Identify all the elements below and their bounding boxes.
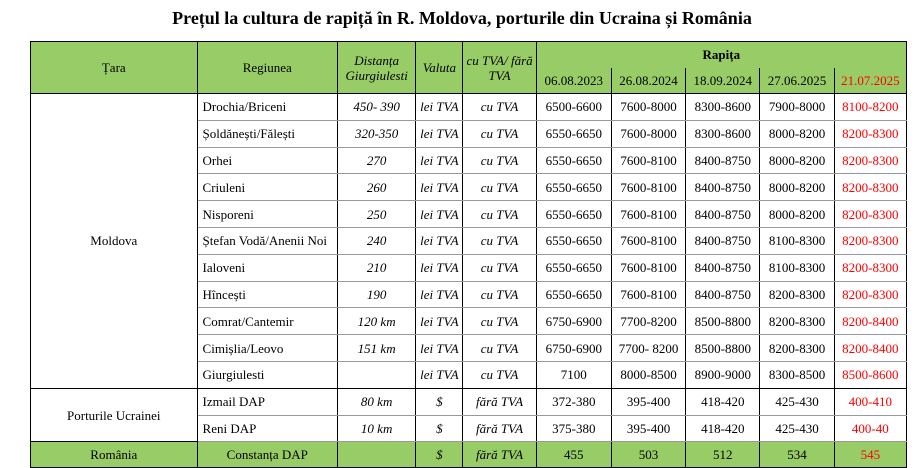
- header-rapita: Rapița: [536, 42, 906, 68]
- price-cell: 8400-8750: [686, 281, 760, 308]
- distance-cell: [338, 442, 416, 468]
- distance-cell: 120 km: [338, 308, 416, 335]
- table-row: [31, 388, 907, 415]
- price-cell: 6550-6650: [536, 281, 611, 308]
- price-cell: 425-430: [760, 388, 834, 415]
- distance-cell: 250: [338, 201, 416, 228]
- region-cell: Reni DAP: [197, 415, 337, 442]
- distance-cell: 190: [338, 281, 416, 308]
- price-cell: 372-380: [536, 388, 611, 415]
- price-cell: 8900-9000: [686, 361, 760, 388]
- header-date: 27.06.2025: [760, 68, 834, 94]
- table-row-romania: [31, 442, 907, 468]
- currency-cell: lei TVA: [416, 254, 463, 281]
- header-tara: Țara: [31, 42, 198, 94]
- header-date: 26.08.2024: [611, 68, 685, 94]
- price-cell: 8000-8200: [760, 120, 834, 147]
- country-moldova: Moldova: [31, 94, 198, 389]
- vat-cell: cu TVA: [463, 254, 536, 281]
- price-cell: 455: [536, 442, 611, 468]
- region-cell: Ialoveni: [197, 254, 337, 281]
- price-cell: 7600-8100: [611, 254, 685, 281]
- price-cell-latest: 8200-8300: [834, 147, 906, 174]
- price-cell: 8000-8500: [611, 361, 685, 388]
- price-cell-latest: 400-40: [834, 415, 906, 442]
- price-cell: 6750-6900: [536, 308, 611, 335]
- distance-cell: 270: [338, 147, 416, 174]
- distance-cell: 151 km: [338, 335, 416, 362]
- header-regiunea: Regiunea: [197, 42, 337, 94]
- price-cell: 503: [611, 442, 685, 468]
- distance-cell: 240: [338, 227, 416, 254]
- price-cell: 8500-8800: [686, 308, 760, 335]
- currency-cell: $: [416, 388, 463, 415]
- price-cell-latest: 8200-8300: [834, 174, 906, 201]
- currency-cell: $: [416, 442, 463, 468]
- currency-cell: lei TVA: [416, 227, 463, 254]
- price-cell: 8300-8600: [686, 94, 760, 121]
- page-title: Prețul la cultura de rapiță în R. Moldova, porturile din Ucraina și România: [172, 8, 752, 28]
- price-cell: 8000-8200: [760, 147, 834, 174]
- distance-cell: 260: [338, 174, 416, 201]
- region-cell: Cimișlia/Leovo: [197, 335, 337, 362]
- table-row: [31, 94, 907, 121]
- currency-cell: lei TVA: [416, 281, 463, 308]
- price-cell: 8400-8750: [686, 174, 760, 201]
- price-cell-latest: 545: [834, 442, 906, 468]
- price-cell: 7100: [536, 361, 611, 388]
- price-cell: 7600-8000: [611, 94, 685, 121]
- price-cell: 7600-8100: [611, 281, 685, 308]
- price-cell: 7600-8100: [611, 174, 685, 201]
- country-ukraine: Porturile Ucrainei: [31, 388, 198, 442]
- country-romania: România: [31, 442, 198, 468]
- header-tva: cu TVA/ fără TVA: [463, 42, 536, 94]
- price-cell-latest: 8100-8200: [834, 94, 906, 121]
- price-cell-latest: 400-410: [834, 388, 906, 415]
- distance-cell: 450- 390: [338, 94, 416, 121]
- price-cell: 6550-6650: [536, 227, 611, 254]
- currency-cell: lei TVA: [416, 147, 463, 174]
- price-cell: 512: [686, 442, 760, 468]
- price-cell: 418-420: [686, 388, 760, 415]
- price-cell: 8300-8500: [760, 361, 834, 388]
- price-cell: 395-400: [611, 388, 685, 415]
- currency-cell: lei TVA: [416, 120, 463, 147]
- distance-cell: [338, 361, 416, 388]
- region-cell: Nisporeni: [197, 201, 337, 228]
- price-cell: 8400-8750: [686, 201, 760, 228]
- vat-cell: fără TVA: [463, 415, 536, 442]
- price-cell: 7900-8000: [760, 94, 834, 121]
- region-cell: Izmail DAP: [197, 388, 337, 415]
- region-cell: Ștefan Vodă/Anenii Noi: [197, 227, 337, 254]
- price-cell: 6550-6650: [536, 174, 611, 201]
- distance-cell: 210: [338, 254, 416, 281]
- currency-cell: lei TVA: [416, 174, 463, 201]
- price-cell: 7600-8100: [611, 227, 685, 254]
- price-cell: 8200-8300: [760, 335, 834, 362]
- price-cell: 7600-8100: [611, 147, 685, 174]
- price-cell: 8000-8200: [760, 201, 834, 228]
- distance-cell: 10 km: [338, 415, 416, 442]
- vat-cell: cu TVA: [463, 147, 536, 174]
- header-valuta: Valuta: [416, 42, 463, 94]
- region-cell: Drochia/Briceni: [197, 94, 337, 121]
- price-cell: 425-430: [760, 415, 834, 442]
- price-cell: 8400-8750: [686, 254, 760, 281]
- price-cell: 8500-8800: [686, 335, 760, 362]
- vat-cell: cu TVA: [463, 361, 536, 388]
- vat-cell: cu TVA: [463, 174, 536, 201]
- price-cell-latest: 8200-8300: [834, 227, 906, 254]
- region-cell: Constanța DAP: [197, 442, 337, 468]
- price-cell: 7700-8200: [611, 308, 685, 335]
- vat-cell: cu TVA: [463, 281, 536, 308]
- price-cell: 8400-8750: [686, 227, 760, 254]
- price-cell: 7600-8000: [611, 120, 685, 147]
- currency-cell: lei TVA: [416, 201, 463, 228]
- vat-cell: fără TVA: [463, 442, 536, 468]
- price-cell: 534: [760, 442, 834, 468]
- header-date: 06.08.2023: [536, 68, 611, 94]
- currency-cell: lei TVA: [416, 308, 463, 335]
- price-table: [30, 41, 907, 468]
- vat-cell: cu TVA: [463, 94, 536, 121]
- price-cell: 6550-6650: [536, 120, 611, 147]
- header-date: 18.09.2024: [686, 68, 760, 94]
- region-cell: Criuleni: [197, 174, 337, 201]
- header-date-latest: 21.07.2025: [834, 68, 906, 94]
- price-cell: 8400-8750: [686, 147, 760, 174]
- price-cell: 6550-6650: [536, 201, 611, 228]
- price-cell-latest: 8200-8300: [834, 254, 906, 281]
- price-cell: 7700- 8200: [611, 335, 685, 362]
- price-cell-latest: 8200-8300: [834, 201, 906, 228]
- vat-cell: cu TVA: [463, 201, 536, 228]
- currency-cell: lei TVA: [416, 361, 463, 388]
- price-cell: 6750-6900: [536, 335, 611, 362]
- region-cell: Șoldănești/Fălești: [197, 120, 337, 147]
- currency-cell: $: [416, 415, 463, 442]
- price-cell: 8100-8300: [760, 227, 834, 254]
- price-cell-latest: 8200-8300: [834, 120, 906, 147]
- price-cell: 8000-8200: [760, 174, 834, 201]
- currency-cell: lei TVA: [416, 335, 463, 362]
- price-cell: 6500-6600: [536, 94, 611, 121]
- price-cell: 418-420: [686, 415, 760, 442]
- price-cell: 8200-8300: [760, 281, 834, 308]
- distance-cell: 80 km: [338, 388, 416, 415]
- currency-cell: lei TVA: [416, 94, 463, 121]
- header-distanta: Distanța Giurgiulesti: [338, 42, 416, 94]
- region-cell: Orhei: [197, 147, 337, 174]
- price-cell-latest: 8200-8400: [834, 308, 906, 335]
- vat-cell: cu TVA: [463, 227, 536, 254]
- price-cell: 7600-8100: [611, 201, 685, 228]
- region-cell: Comrat/Cantemir: [197, 308, 337, 335]
- price-cell: 8300-8600: [686, 120, 760, 147]
- region-cell: Giurgiulesti: [197, 361, 337, 388]
- price-cell-latest: 8200-8400: [834, 335, 906, 362]
- region-cell: Hîncești: [197, 281, 337, 308]
- price-cell: 6550-6650: [536, 254, 611, 281]
- price-cell: 8100-8300: [760, 254, 834, 281]
- distance-cell: 320-350: [338, 120, 416, 147]
- price-cell-latest: 8500-8600: [834, 361, 906, 388]
- price-cell: 8200-8300: [760, 308, 834, 335]
- price-cell: 375-380: [536, 415, 611, 442]
- vat-cell: cu TVA: [463, 335, 536, 362]
- vat-cell: cu TVA: [463, 308, 536, 335]
- price-cell: 6550-6650: [536, 147, 611, 174]
- vat-cell: cu TVA: [463, 120, 536, 147]
- vat-cell: fără TVA: [463, 388, 536, 415]
- price-cell-latest: 8200-8300: [834, 281, 906, 308]
- price-cell: 395-400: [611, 415, 685, 442]
